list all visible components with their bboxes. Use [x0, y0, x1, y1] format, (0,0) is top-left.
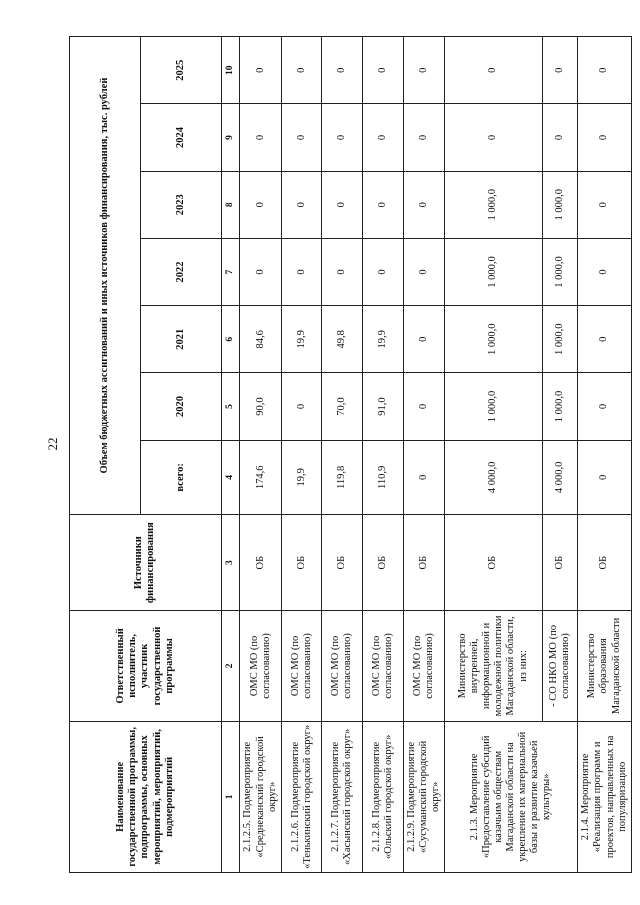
- row-value: 174,6: [240, 440, 282, 514]
- row-value: 0: [281, 373, 322, 440]
- row-executor: Министерство образования Магаданской области: [578, 611, 632, 722]
- row-value: 0: [403, 104, 445, 171]
- row-value: 0: [578, 37, 632, 104]
- row-value: 0: [578, 104, 632, 171]
- row-value: 0: [240, 37, 282, 104]
- table-row: [363, 37, 404, 873]
- row-value: 110,9: [363, 440, 404, 514]
- row-value: 0: [578, 171, 632, 238]
- header-volume: Объем бюджетных ассигнований и иных источников финансирования, тыс. рублей: [70, 37, 141, 515]
- row-value: 0: [281, 171, 322, 238]
- row-value: 19,9: [281, 306, 322, 373]
- row-value: 84,6: [240, 306, 282, 373]
- row-value: 0: [403, 238, 445, 305]
- row-value: 0: [578, 238, 632, 305]
- header-year: 2025: [140, 37, 221, 104]
- row-value: 1 000,0: [445, 306, 542, 373]
- header-name: Наименование государственной программы, подпрограммы, основных мероприятий, мероприятий, подмероприятий: [70, 721, 222, 872]
- column-number: 10: [221, 37, 239, 104]
- row-executor: ОМС МО (по согласованию): [403, 611, 445, 722]
- row-value: 0: [322, 238, 363, 305]
- row-value: 0: [445, 37, 542, 104]
- row-value: 0: [363, 171, 404, 238]
- row-value: 1 000,0: [445, 373, 542, 440]
- row-value: 0: [578, 440, 632, 514]
- row-name: 2.1.2.9. Подмероприятие «Сусуманский городской округ»: [403, 721, 445, 872]
- row-value: 0: [578, 373, 632, 440]
- row-value: 0: [363, 104, 404, 171]
- column-number: 9: [221, 104, 239, 171]
- row-value: 1 000,0: [445, 171, 542, 238]
- column-number: 5: [221, 373, 239, 440]
- row-value: 19,9: [281, 440, 322, 514]
- header-year: всего:: [140, 440, 221, 514]
- row-value: 4 000,0: [542, 440, 577, 514]
- column-number: 6: [221, 306, 239, 373]
- row-value: 0: [403, 440, 445, 514]
- row-value: 0: [542, 104, 577, 171]
- row-source: ОБ: [542, 515, 577, 611]
- row-source: ОБ: [281, 515, 322, 611]
- header-source: Источники финансирования: [70, 515, 222, 611]
- row-value: 0: [403, 373, 445, 440]
- row-value: 119,8: [322, 440, 363, 514]
- row-value: 0: [363, 238, 404, 305]
- row-value: 0: [322, 37, 363, 104]
- rotated-page: [69, 36, 632, 873]
- row-name: 2.1.4. Мероприятие «Реализация программ и проектов, направленных на популяризацию: [578, 721, 632, 872]
- row-value: 0: [542, 37, 577, 104]
- page-number: 22: [45, 437, 60, 451]
- header-executor: Ответственный исполнитель, участник государственной программы: [70, 611, 222, 722]
- row-name: 2.1.2.5. Подмероприятие «Среднеканский городской округ»: [240, 721, 282, 872]
- row-value: 0: [322, 104, 363, 171]
- row-value: 0: [363, 37, 404, 104]
- row-executor: ОМС МО (по согласованию): [281, 611, 322, 722]
- row-value: 0: [281, 104, 322, 171]
- row-source: ОБ: [322, 515, 363, 611]
- row-value: 0: [240, 104, 282, 171]
- column-number: 7: [221, 238, 239, 305]
- row-value: 91,0: [363, 373, 404, 440]
- row-value: 19,9: [363, 306, 404, 373]
- header-year: 2022: [140, 238, 221, 305]
- row-value: 1 000,0: [542, 238, 577, 305]
- row-executor: - СО НКО МО (по согласованию): [542, 611, 577, 722]
- table-row: [578, 37, 632, 873]
- table-row: [445, 37, 542, 873]
- row-name: 2.1.2.7. Подмероприятие «Хасынский городской округ»: [322, 721, 363, 872]
- table-row: [322, 37, 363, 873]
- header-year: 2021: [140, 306, 221, 373]
- row-value: 0: [281, 37, 322, 104]
- row-value: 1 000,0: [542, 171, 577, 238]
- row-source: ОБ: [403, 515, 445, 611]
- header-year: 2020: [140, 373, 221, 440]
- row-name: 2.1.3. Мероприятие «Предоставление субсидий казачьим обществам Магаданской области на укрепление их материальной базы и развитие казачьей культуры»: [445, 721, 578, 872]
- row-value: 0: [578, 306, 632, 373]
- column-number: 4: [221, 440, 239, 514]
- row-value: 0: [403, 306, 445, 373]
- row-value: 90,0: [240, 373, 282, 440]
- row-source: ОБ: [445, 515, 542, 611]
- row-executor: ОМС МО (по согласованию): [363, 611, 404, 722]
- row-value: 4 000,0: [445, 440, 542, 514]
- row-source: ОБ: [363, 515, 404, 611]
- row-value: 0: [445, 104, 542, 171]
- row-value: 0: [322, 171, 363, 238]
- row-value: 1 000,0: [542, 306, 577, 373]
- table-row: [240, 37, 282, 873]
- column-number: 3: [221, 515, 239, 611]
- row-name: 2.1.2.6. Подмероприятие «Тенькинский городской округ»: [281, 721, 322, 872]
- row-value: 1 000,0: [445, 238, 542, 305]
- row-value: 0: [403, 171, 445, 238]
- row-source: ОБ: [578, 515, 632, 611]
- row-value: 70,0: [322, 373, 363, 440]
- row-value: 0: [240, 171, 282, 238]
- table-row: [403, 37, 445, 873]
- column-number: 8: [221, 171, 239, 238]
- row-executor: ОМС МО (по согласованию): [240, 611, 282, 722]
- row-value: 1 000,0: [542, 373, 577, 440]
- row-value: 0: [403, 37, 445, 104]
- header-year: 2023: [140, 171, 221, 238]
- row-executor: ОМС МО (по согласованию): [322, 611, 363, 722]
- row-name: 2.1.2.8. Подмероприятие «Ольский городской округ»: [363, 721, 404, 872]
- table-row: [281, 37, 322, 873]
- row-value: 49,8: [322, 306, 363, 373]
- row-value: 0: [281, 238, 322, 305]
- row-value: 0: [240, 238, 282, 305]
- row-executor: Министерство внутренней, информационной и молодежной политики Магаданской области, из них:: [445, 611, 542, 722]
- header-year: 2024: [140, 104, 221, 171]
- row-source: ОБ: [240, 515, 282, 611]
- column-number: 1: [221, 721, 239, 872]
- column-number: 2: [221, 611, 239, 722]
- funding-table: [69, 36, 632, 873]
